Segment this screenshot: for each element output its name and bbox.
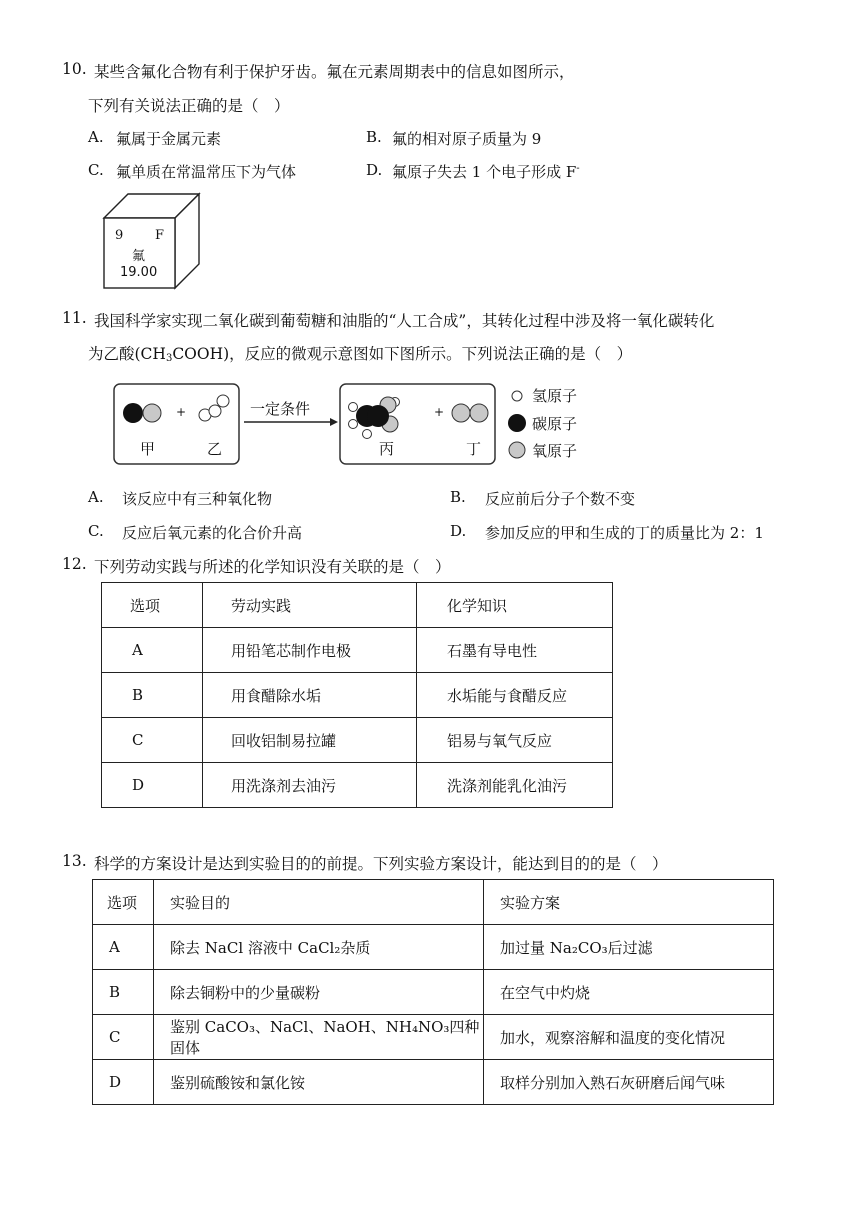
table-cell-option: C: [102, 718, 203, 763]
q10-option-c-label: C.: [88, 161, 104, 179]
q10-option-d-label: D.: [366, 161, 383, 179]
table-cell-purpose: 除去 NaCl 溶液中 CaCl₂杂质: [154, 925, 484, 970]
jia-oxygen-atom: [143, 404, 161, 422]
table-cell-purpose: 鉴别硫酸铵和氯化铵: [154, 1060, 484, 1105]
table-cell-plan: 取样分别加入熟石灰研磨后闻气味: [484, 1060, 774, 1105]
q10-stem-line2: 下列有关说法正确的是（ ）: [88, 97, 290, 115]
table-cell-option: D: [93, 1060, 154, 1105]
table-cell: 回收铝制易拉罐: [203, 718, 417, 763]
arrow-condition-label: 一定条件: [250, 400, 311, 418]
q13-stem: 科学的方案设计是达到实验目的的前提。下列实验方案设计，能达到目的的是（ ）: [94, 855, 668, 873]
table-cell: 铝易与氧气反应: [417, 718, 613, 763]
q10-option-b-label: B.: [366, 128, 382, 146]
bing-hydrogen-atom: [363, 430, 372, 439]
element-atomic-number: 9: [115, 228, 124, 243]
table-row: [93, 1060, 774, 1105]
q11-option-a-text: 该反应中有三种氧化物: [122, 490, 273, 508]
table-header-cell: 实验方案: [484, 880, 774, 925]
q11-stem-line1: 我国科学家实现二氧化碳到葡萄糖和油脂的“人工合成”，其转化过程中涉及将一氧化碳转化: [94, 312, 715, 330]
element-name: 氟: [132, 249, 146, 264]
legend-hydrogen-label: 氢原子: [532, 387, 578, 405]
q10-number: 10.: [62, 60, 87, 78]
table-cell-option: A: [102, 628, 203, 673]
q12-table: [101, 582, 613, 808]
jia-carbon-atom: [123, 403, 143, 423]
q11-stem-line2: 为乙酸$(CH_3COOH)$，反应的微观示意图如下图所示。下列说法正确的是（ ）: [88, 345, 633, 364]
q11-option-b-label: B.: [450, 488, 466, 506]
table-row: [102, 763, 613, 808]
table-cell: 洗涤剂能乳化油污: [417, 763, 613, 808]
legend-oxygen-label: 氧原子: [532, 442, 578, 460]
table-header-cell: 劳动实践: [203, 583, 417, 628]
q11-option-d-text: 参加反应的甲和生成的丁的质量比为 2：1: [485, 524, 764, 542]
table-row: [102, 673, 613, 718]
legend-oxygen-icon: [509, 442, 525, 458]
q12-stem: 下列劳动实践与所述的化学知识没有关联的是（ ）: [94, 558, 451, 576]
reaction-arrowhead: [330, 418, 338, 426]
table-row: [93, 1015, 774, 1060]
yi-hydrogen-atom: [217, 395, 229, 407]
table-cell-purpose: 鉴别 CaCO₃、NaCl、NaOH、NH₄NO₃四种固体: [154, 1015, 484, 1060]
table-row: [93, 970, 774, 1015]
product-label-bing: 丙: [379, 440, 395, 458]
table-header-cell: 选项: [93, 880, 154, 925]
table-header-cell: 实验目的: [154, 880, 484, 925]
element-card: [102, 192, 202, 290]
bing-hydrogen-atom: [349, 403, 358, 412]
element-symbol: F: [155, 228, 165, 243]
table-cell-option: A: [93, 925, 154, 970]
bing-carbon-atom: [367, 405, 389, 427]
q11-option-c-text: 反应后氧元素的化合价升高: [122, 524, 303, 542]
table-cell-plan: 加水，观察溶解和温度的变化情况: [484, 1015, 774, 1060]
table-cell: 用铅笔芯制作电极: [203, 628, 417, 673]
q10-option-a-text: 氟属于金属元素: [116, 130, 222, 148]
q10-option-c-text: 氟单质在常温常压下为气体: [116, 163, 297, 181]
q10-option-a-label: A.: [88, 128, 104, 146]
q13-table: [92, 879, 774, 1105]
q11-option-b-text: 反应前后分子个数不变: [485, 490, 636, 508]
table-row: [93, 925, 774, 970]
table-cell-option: C: [93, 1015, 154, 1060]
q11-option-a-label: A.: [88, 488, 104, 506]
reactant-label-jia: 甲: [140, 440, 156, 458]
table-cell: 石墨有导电性: [417, 628, 613, 673]
q12-number: 12.: [62, 555, 87, 573]
legend-carbon-label: 碳原子: [532, 415, 578, 433]
table-row: [102, 718, 613, 763]
ding-oxygen-atom: [470, 404, 488, 422]
q11-option-d-label: D.: [450, 522, 467, 540]
q10-stem-line1: 某些含氟化合物有利于保护牙齿。氟在元素周期表中的信息如图所示，: [94, 63, 575, 81]
q11-option-c-label: C.: [88, 522, 104, 540]
table-cell-purpose: 除去铜粉中的少量碳粉: [154, 970, 484, 1015]
table-cell-plan: 在空气中灼烧: [484, 970, 774, 1015]
table-cell-option: B: [102, 673, 203, 718]
product-label-ding: 丁: [466, 440, 482, 458]
table-header-cell: 选项: [102, 583, 203, 628]
table-cell: 用食醋除水垢: [203, 673, 417, 718]
q13-number: 13.: [62, 852, 87, 870]
table-header-row: [93, 880, 774, 925]
table-cell: 用洗涤剂去油污: [203, 763, 417, 808]
table-cell-option: B: [93, 970, 154, 1015]
q10-option-b-text: 氟的相对原子质量为 9: [392, 130, 542, 148]
legend-hydrogen-icon: [512, 391, 522, 401]
plus-sign-products: +: [434, 405, 445, 419]
q10-option-d-text: 氟原子失去 1 个电子形成 F-: [392, 163, 580, 181]
table-cell-option: D: [102, 763, 203, 808]
ding-oxygen-atom: [452, 404, 470, 422]
table-header-row: [102, 583, 613, 628]
table-cell: 水垢能与食醋反应: [417, 673, 613, 718]
yi-hydrogen-atom: [209, 405, 221, 417]
bing-hydrogen-atom: [349, 420, 358, 429]
legend-carbon-icon: [508, 414, 526, 432]
q11-number: 11.: [62, 309, 87, 327]
table-row: [102, 628, 613, 673]
table-cell-plan: 加过量 Na₂CO₃后过滤: [484, 925, 774, 970]
reactant-label-yi: 乙: [207, 440, 223, 458]
element-mass: 19.00: [120, 265, 158, 280]
table-header-cell: 化学知识: [417, 583, 613, 628]
plus-sign-reactants: +: [176, 405, 187, 419]
reaction-diagram: [112, 380, 592, 470]
